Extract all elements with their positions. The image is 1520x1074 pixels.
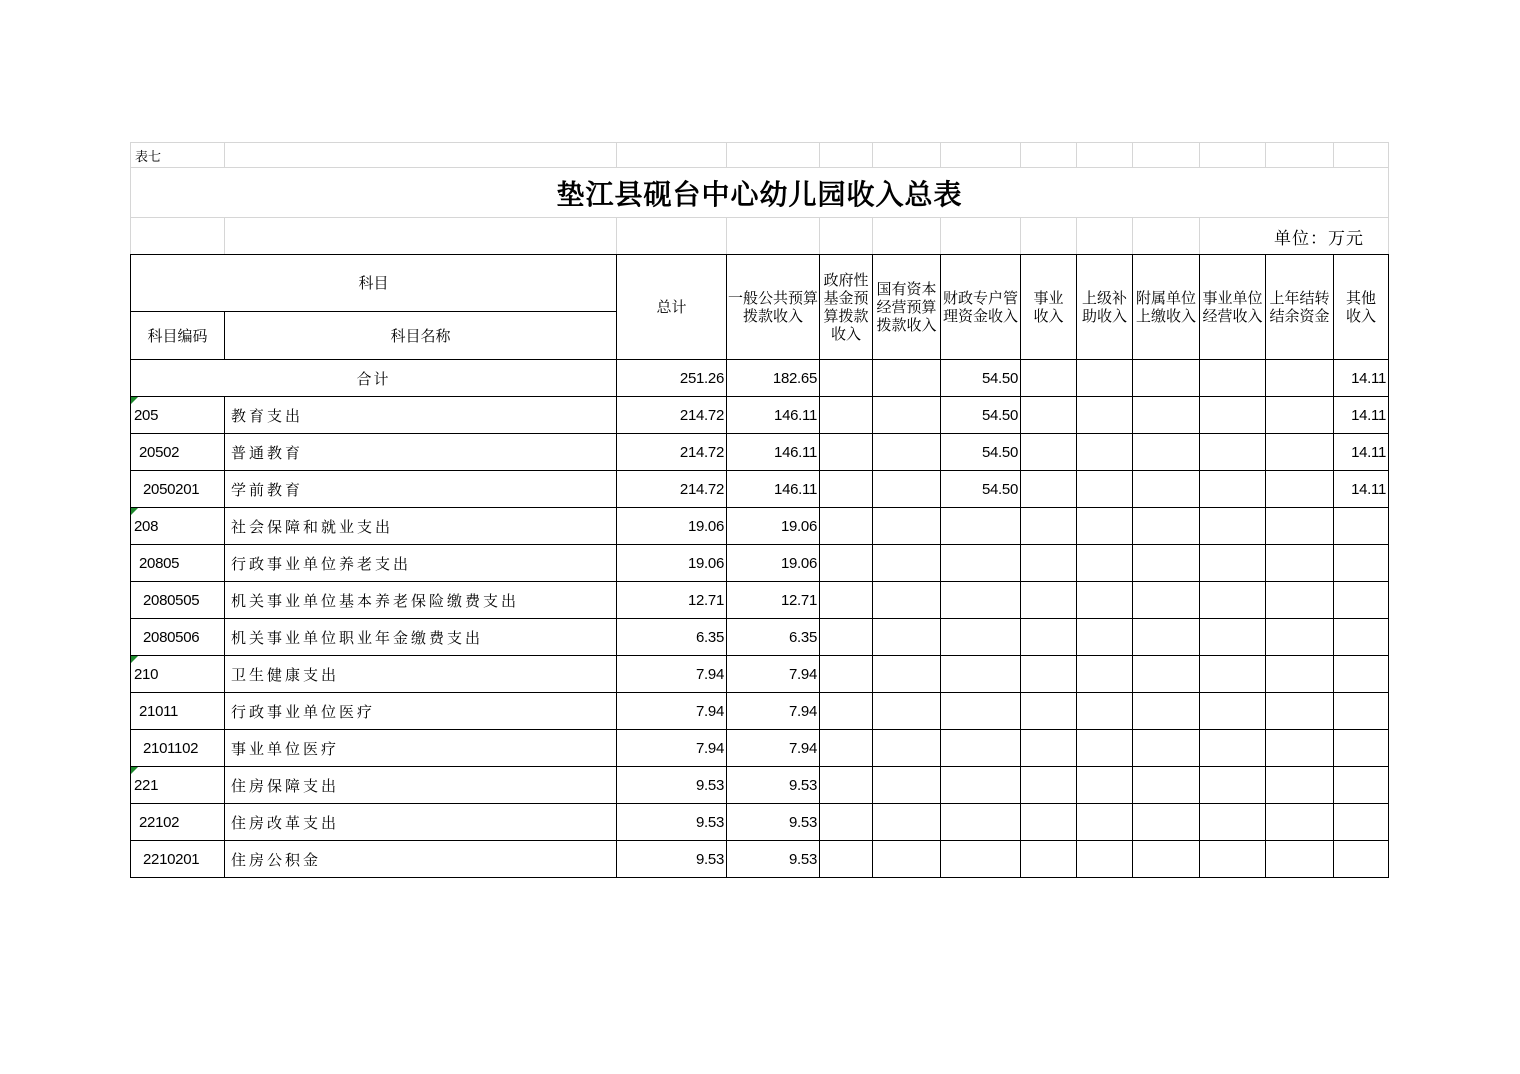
subject-name: 教育支出 xyxy=(225,397,617,434)
total-value: 9.53 xyxy=(617,767,727,804)
affiliated-remit-value xyxy=(1133,804,1200,841)
carryover-value xyxy=(1266,693,1334,730)
business-income-value xyxy=(1021,656,1077,693)
page-title: 垫江县砚台中心幼儿园收入总表 xyxy=(131,168,1389,218)
operating-income-value xyxy=(1200,841,1266,878)
business-income-value xyxy=(1021,619,1077,656)
fiscal-special-value xyxy=(941,767,1021,804)
total-value: 7.94 xyxy=(617,693,727,730)
business-income-value xyxy=(1021,841,1077,878)
gov-fund-value xyxy=(820,730,873,767)
total-value: 19.06 xyxy=(617,545,727,582)
subject-code-text: 2101102 xyxy=(143,739,199,757)
total-value: 6.35 xyxy=(617,619,727,656)
gov-fund-value xyxy=(820,434,873,471)
gov-fund-value xyxy=(820,397,873,434)
subject-code-text: 2210201 xyxy=(143,850,200,868)
gov-fund-value xyxy=(820,471,873,508)
carryover-value xyxy=(1266,619,1334,656)
subject-code-text: 205 xyxy=(134,406,159,424)
carryover-value xyxy=(1266,767,1334,804)
table-row xyxy=(131,841,1389,878)
fiscal-special-value: 54.50 xyxy=(941,471,1021,508)
affiliated-remit-value xyxy=(1133,767,1200,804)
subject-code-text: 2080505 xyxy=(143,591,200,609)
business-income-value xyxy=(1021,545,1077,582)
state-capital-value xyxy=(873,545,941,582)
superior-subsidy-value xyxy=(1077,471,1133,508)
fiscal-special-value xyxy=(941,804,1021,841)
subject-code xyxy=(131,804,225,841)
operating-income-value xyxy=(1200,582,1266,619)
superior-subsidy-value xyxy=(1077,545,1133,582)
affiliated-remit-value xyxy=(1133,693,1200,730)
subject-code xyxy=(131,582,225,619)
business-income-value xyxy=(1021,397,1077,434)
subject-name: 机关事业单位职业年金缴费支出 xyxy=(225,619,617,656)
other-income-value xyxy=(1334,582,1389,619)
table-row xyxy=(131,582,1389,619)
subject-name: 行政事业单位养老支出 xyxy=(225,545,617,582)
state-capital-value xyxy=(873,656,941,693)
other-income-value xyxy=(1334,656,1389,693)
superior-subsidy-value xyxy=(1077,693,1133,730)
header-fiscal-special: 财政专户管 理资金收入 xyxy=(941,255,1021,360)
subject-code xyxy=(131,434,225,471)
other-income-value xyxy=(1334,804,1389,841)
table-row xyxy=(131,434,1389,471)
operating-income-value xyxy=(1200,656,1266,693)
summary-general: 182.65 xyxy=(727,360,820,397)
header-total: 总计 xyxy=(617,255,727,360)
affiliated-remit-value xyxy=(1133,730,1200,767)
table-row xyxy=(131,730,1389,767)
subject-name: 住房改革支出 xyxy=(225,804,617,841)
carryover-value xyxy=(1266,397,1334,434)
operating-income-value xyxy=(1200,434,1266,471)
subject-code-text: 2080506 xyxy=(143,628,200,646)
header-operating-income: 事业单位 经营收入 xyxy=(1200,255,1266,360)
income-summary-table xyxy=(130,254,1389,878)
superior-subsidy-value xyxy=(1077,804,1133,841)
superior-subsidy-value xyxy=(1077,508,1133,545)
subject-code-text: 221 xyxy=(134,776,159,794)
operating-income-value xyxy=(1200,397,1266,434)
affiliated-remit-value xyxy=(1133,619,1200,656)
subject-name: 卫生健康支出 xyxy=(225,656,617,693)
subject-code-text: 210 xyxy=(134,665,159,683)
other-income-value xyxy=(1334,730,1389,767)
fiscal-special-value xyxy=(941,656,1021,693)
state-capital-value xyxy=(873,730,941,767)
other-income-value xyxy=(1334,841,1389,878)
carryover-value xyxy=(1266,434,1334,471)
superior-subsidy-value xyxy=(1077,619,1133,656)
table-row xyxy=(131,471,1389,508)
other-income-value xyxy=(1334,693,1389,730)
subject-code xyxy=(131,619,225,656)
carryover-value xyxy=(1266,582,1334,619)
total-value: 12.71 xyxy=(617,582,727,619)
table-row xyxy=(131,545,1389,582)
general-budget-value: 146.11 xyxy=(727,471,820,508)
carryover-value xyxy=(1266,471,1334,508)
fiscal-special-value xyxy=(941,730,1021,767)
general-budget-value: 7.94 xyxy=(727,730,820,767)
state-capital-value xyxy=(873,693,941,730)
subject-name: 普通教育 xyxy=(225,434,617,471)
operating-income-value xyxy=(1200,619,1266,656)
other-income-value: 14.11 xyxy=(1334,471,1389,508)
total-value: 214.72 xyxy=(617,434,727,471)
cell-marker-icon xyxy=(131,656,138,663)
operating-income-value xyxy=(1200,545,1266,582)
general-budget-value: 6.35 xyxy=(727,619,820,656)
gov-fund-value xyxy=(820,619,873,656)
subject-code xyxy=(131,730,225,767)
cell-marker-icon xyxy=(131,397,138,404)
state-capital-value xyxy=(873,397,941,434)
gov-fund-value xyxy=(820,656,873,693)
subject-code-text: 20502 xyxy=(139,443,180,461)
state-capital-value xyxy=(873,434,941,471)
gov-fund-value xyxy=(820,841,873,878)
subject-code xyxy=(131,397,225,434)
header-gov-fund: 政府性 基金预 算拨款 收入 xyxy=(820,255,873,360)
affiliated-remit-value xyxy=(1133,508,1200,545)
header-business-income: 事业 收入 xyxy=(1021,255,1077,360)
sheet-header-grid xyxy=(130,142,1389,255)
state-capital-value xyxy=(873,508,941,545)
other-income-value xyxy=(1334,619,1389,656)
fiscal-special-value xyxy=(941,841,1021,878)
state-capital-value xyxy=(873,582,941,619)
general-budget-value: 9.53 xyxy=(727,767,820,804)
table-row xyxy=(131,767,1389,804)
superior-subsidy-value xyxy=(1077,841,1133,878)
header-subject-name: 科目名称 xyxy=(225,312,617,360)
other-income-value xyxy=(1334,508,1389,545)
total-value: 7.94 xyxy=(617,730,727,767)
total-value: 19.06 xyxy=(617,508,727,545)
total-value: 9.53 xyxy=(617,841,727,878)
other-income-value xyxy=(1334,767,1389,804)
carryover-value xyxy=(1266,508,1334,545)
total-value: 214.72 xyxy=(617,397,727,434)
subject-code-text: 208 xyxy=(134,517,159,535)
unit-label: 单位：万元 xyxy=(1200,218,1389,255)
superior-subsidy-value xyxy=(1077,434,1133,471)
general-budget-value: 146.11 xyxy=(727,397,820,434)
fiscal-special-value xyxy=(941,582,1021,619)
carryover-value xyxy=(1266,804,1334,841)
affiliated-remit-value xyxy=(1133,471,1200,508)
fiscal-special-value: 54.50 xyxy=(941,434,1021,471)
operating-income-value xyxy=(1200,804,1266,841)
gov-fund-value xyxy=(820,582,873,619)
affiliated-remit-value xyxy=(1133,656,1200,693)
other-income-value xyxy=(1334,545,1389,582)
general-budget-value: 146.11 xyxy=(727,434,820,471)
total-value: 7.94 xyxy=(617,656,727,693)
cell-marker-icon xyxy=(131,767,138,774)
affiliated-remit-value xyxy=(1133,434,1200,471)
subject-code xyxy=(131,767,225,804)
summary-label: 合计 xyxy=(131,360,617,397)
fiscal-special-value xyxy=(941,545,1021,582)
state-capital-value xyxy=(873,619,941,656)
state-capital-value xyxy=(873,767,941,804)
operating-income-value xyxy=(1200,767,1266,804)
business-income-value xyxy=(1021,767,1077,804)
header-subject-code: 科目编码 xyxy=(131,312,225,360)
gov-fund-value xyxy=(820,804,873,841)
subject-code-text: 2050201 xyxy=(143,480,200,498)
affiliated-remit-value xyxy=(1133,545,1200,582)
total-value: 214.72 xyxy=(617,471,727,508)
subject-code xyxy=(131,545,225,582)
header-other-income: 其他 收入 xyxy=(1334,255,1389,360)
superior-subsidy-value xyxy=(1077,582,1133,619)
affiliated-remit-value xyxy=(1133,841,1200,878)
business-income-value xyxy=(1021,582,1077,619)
superior-subsidy-value xyxy=(1077,767,1133,804)
table-row xyxy=(131,397,1389,434)
header-affiliated-remit: 附属单位 上缴收入 xyxy=(1133,255,1200,360)
header-carryover: 上年结转 结余资金 xyxy=(1266,255,1334,360)
gov-fund-value xyxy=(820,767,873,804)
table-row xyxy=(131,656,1389,693)
gov-fund-value xyxy=(820,508,873,545)
general-budget-value: 9.53 xyxy=(727,804,820,841)
other-income-value: 14.11 xyxy=(1334,434,1389,471)
business-income-value xyxy=(1021,730,1077,767)
operating-income-value xyxy=(1200,693,1266,730)
general-budget-value: 19.06 xyxy=(727,508,820,545)
fiscal-special-value xyxy=(941,693,1021,730)
subject-code-text: 22102 xyxy=(139,813,180,831)
header-superior-subsidy: 上级补 助收入 xyxy=(1077,255,1133,360)
table-row xyxy=(131,804,1389,841)
subject-code-text: 20805 xyxy=(139,554,180,572)
subject-name: 住房保障支出 xyxy=(225,767,617,804)
subject-name: 事业单位医疗 xyxy=(225,730,617,767)
superior-subsidy-value xyxy=(1077,730,1133,767)
header-subject: 科目 xyxy=(131,255,617,312)
subject-code xyxy=(131,693,225,730)
fiscal-special-value: 54.50 xyxy=(941,397,1021,434)
gov-fund-value xyxy=(820,545,873,582)
other-income-value: 14.11 xyxy=(1334,397,1389,434)
operating-income-value xyxy=(1200,730,1266,767)
summary-row xyxy=(131,360,1389,397)
subject-code xyxy=(131,508,225,545)
general-budget-value: 7.94 xyxy=(727,656,820,693)
affiliated-remit-value xyxy=(1133,397,1200,434)
gov-fund-value xyxy=(820,693,873,730)
general-budget-value: 9.53 xyxy=(727,841,820,878)
header-general-budget: 一般公共预算 拨款收入 xyxy=(727,255,820,360)
subject-name: 机关事业单位基本养老保险缴费支出 xyxy=(225,582,617,619)
superior-subsidy-value xyxy=(1077,656,1133,693)
table-tag: 表七 xyxy=(131,143,225,168)
carryover-value xyxy=(1266,841,1334,878)
state-capital-value xyxy=(873,841,941,878)
cell-marker-icon xyxy=(131,508,138,515)
superior-subsidy-value xyxy=(1077,397,1133,434)
business-income-value xyxy=(1021,693,1077,730)
summary-fiscal-special: 54.50 xyxy=(941,360,1021,397)
carryover-value xyxy=(1266,656,1334,693)
affiliated-remit-value xyxy=(1133,582,1200,619)
general-budget-value: 19.06 xyxy=(727,545,820,582)
business-income-value xyxy=(1021,804,1077,841)
state-capital-value xyxy=(873,471,941,508)
table-row xyxy=(131,693,1389,730)
summary-other: 14.11 xyxy=(1334,360,1389,397)
state-capital-value xyxy=(873,804,941,841)
subject-code xyxy=(131,471,225,508)
subject-name: 社会保障和就业支出 xyxy=(225,508,617,545)
operating-income-value xyxy=(1200,471,1266,508)
subject-name: 住房公积金 xyxy=(225,841,617,878)
carryover-value xyxy=(1266,545,1334,582)
subject-code xyxy=(131,656,225,693)
subject-code-text: 21011 xyxy=(139,702,179,720)
table-row xyxy=(131,619,1389,656)
carryover-value xyxy=(1266,730,1334,767)
general-budget-value: 7.94 xyxy=(727,693,820,730)
summary-total: 251.26 xyxy=(617,360,727,397)
subject-name: 学前教育 xyxy=(225,471,617,508)
business-income-value xyxy=(1021,434,1077,471)
general-budget-value: 12.71 xyxy=(727,582,820,619)
total-value: 9.53 xyxy=(617,804,727,841)
business-income-value xyxy=(1021,508,1077,545)
fiscal-special-value xyxy=(941,619,1021,656)
operating-income-value xyxy=(1200,508,1266,545)
header-state-capital: 国有资本 经营预算 拨款收入 xyxy=(873,255,941,360)
business-income-value xyxy=(1021,471,1077,508)
fiscal-special-value xyxy=(941,508,1021,545)
subject-name: 行政事业单位医疗 xyxy=(225,693,617,730)
subject-code xyxy=(131,841,225,878)
table-row xyxy=(131,508,1389,545)
